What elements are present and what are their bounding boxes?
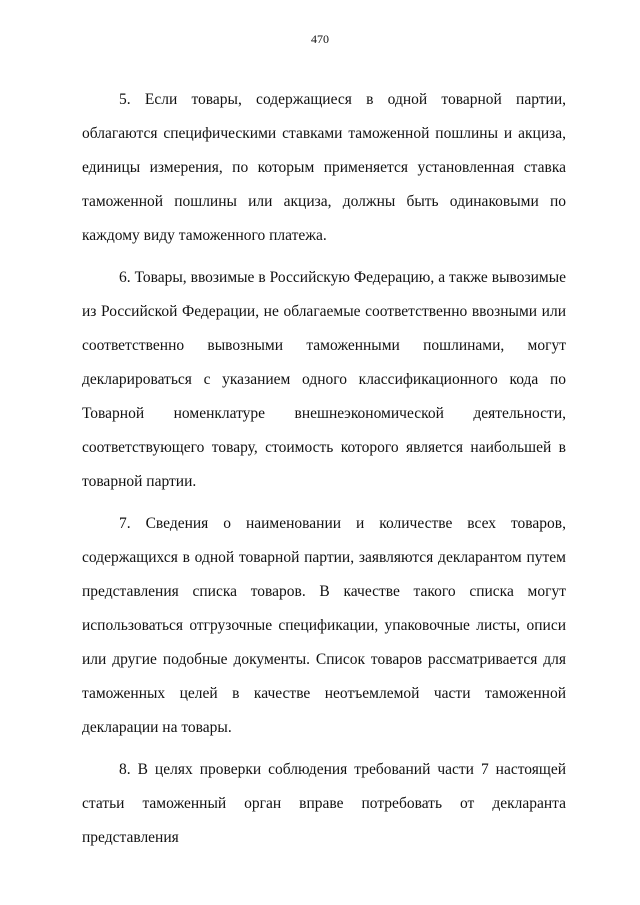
paragraph-6: 6. Товары, ввозимые в Российскую Федерацию, а также вывозимые из Российской Федерации, не облагаемые соответственно ввозными или соответственно вывозными таможенными пошлинами, могут декларироваться с указанием одного классификационного кода по Товарной номенклатуре внешнеэкономической деятельности, соответствующего товару, стоимость которого является наибольшей в товарной партии.: [82, 269, 566, 490]
paragraph-8: 8. В целях проверки соблюдения требований части 7 настоящей статьи таможенный орган вправе потребовать от декларанта представления: [82, 761, 566, 846]
document-body: [82, 83, 566, 863]
page-number: 470: [311, 32, 329, 46]
paragraph-7: 7. Сведения о наименовании и количестве всех товаров, содержащихся в одной товарной партии, заявляются декларантом путем представления списка товаров. В качестве такого списка могут использоваться отгрузочные спецификации, упаковочные листы, описи или другие подобные документы. Список товаров рассматривается для таможенных целей в качестве неотъемлемой части таможенной декларации на товары.: [82, 515, 566, 736]
paragraph-5: 5. Если товары, содержащиеся в одной товарной партии, облагаются специфическими ставками таможенной пошлины и акциза, единицы измерения, по которым применяется установленная ставка таможенной пошлины или акциза, должны быть одинаковыми по каждому виду таможенного платежа.: [82, 91, 566, 244]
